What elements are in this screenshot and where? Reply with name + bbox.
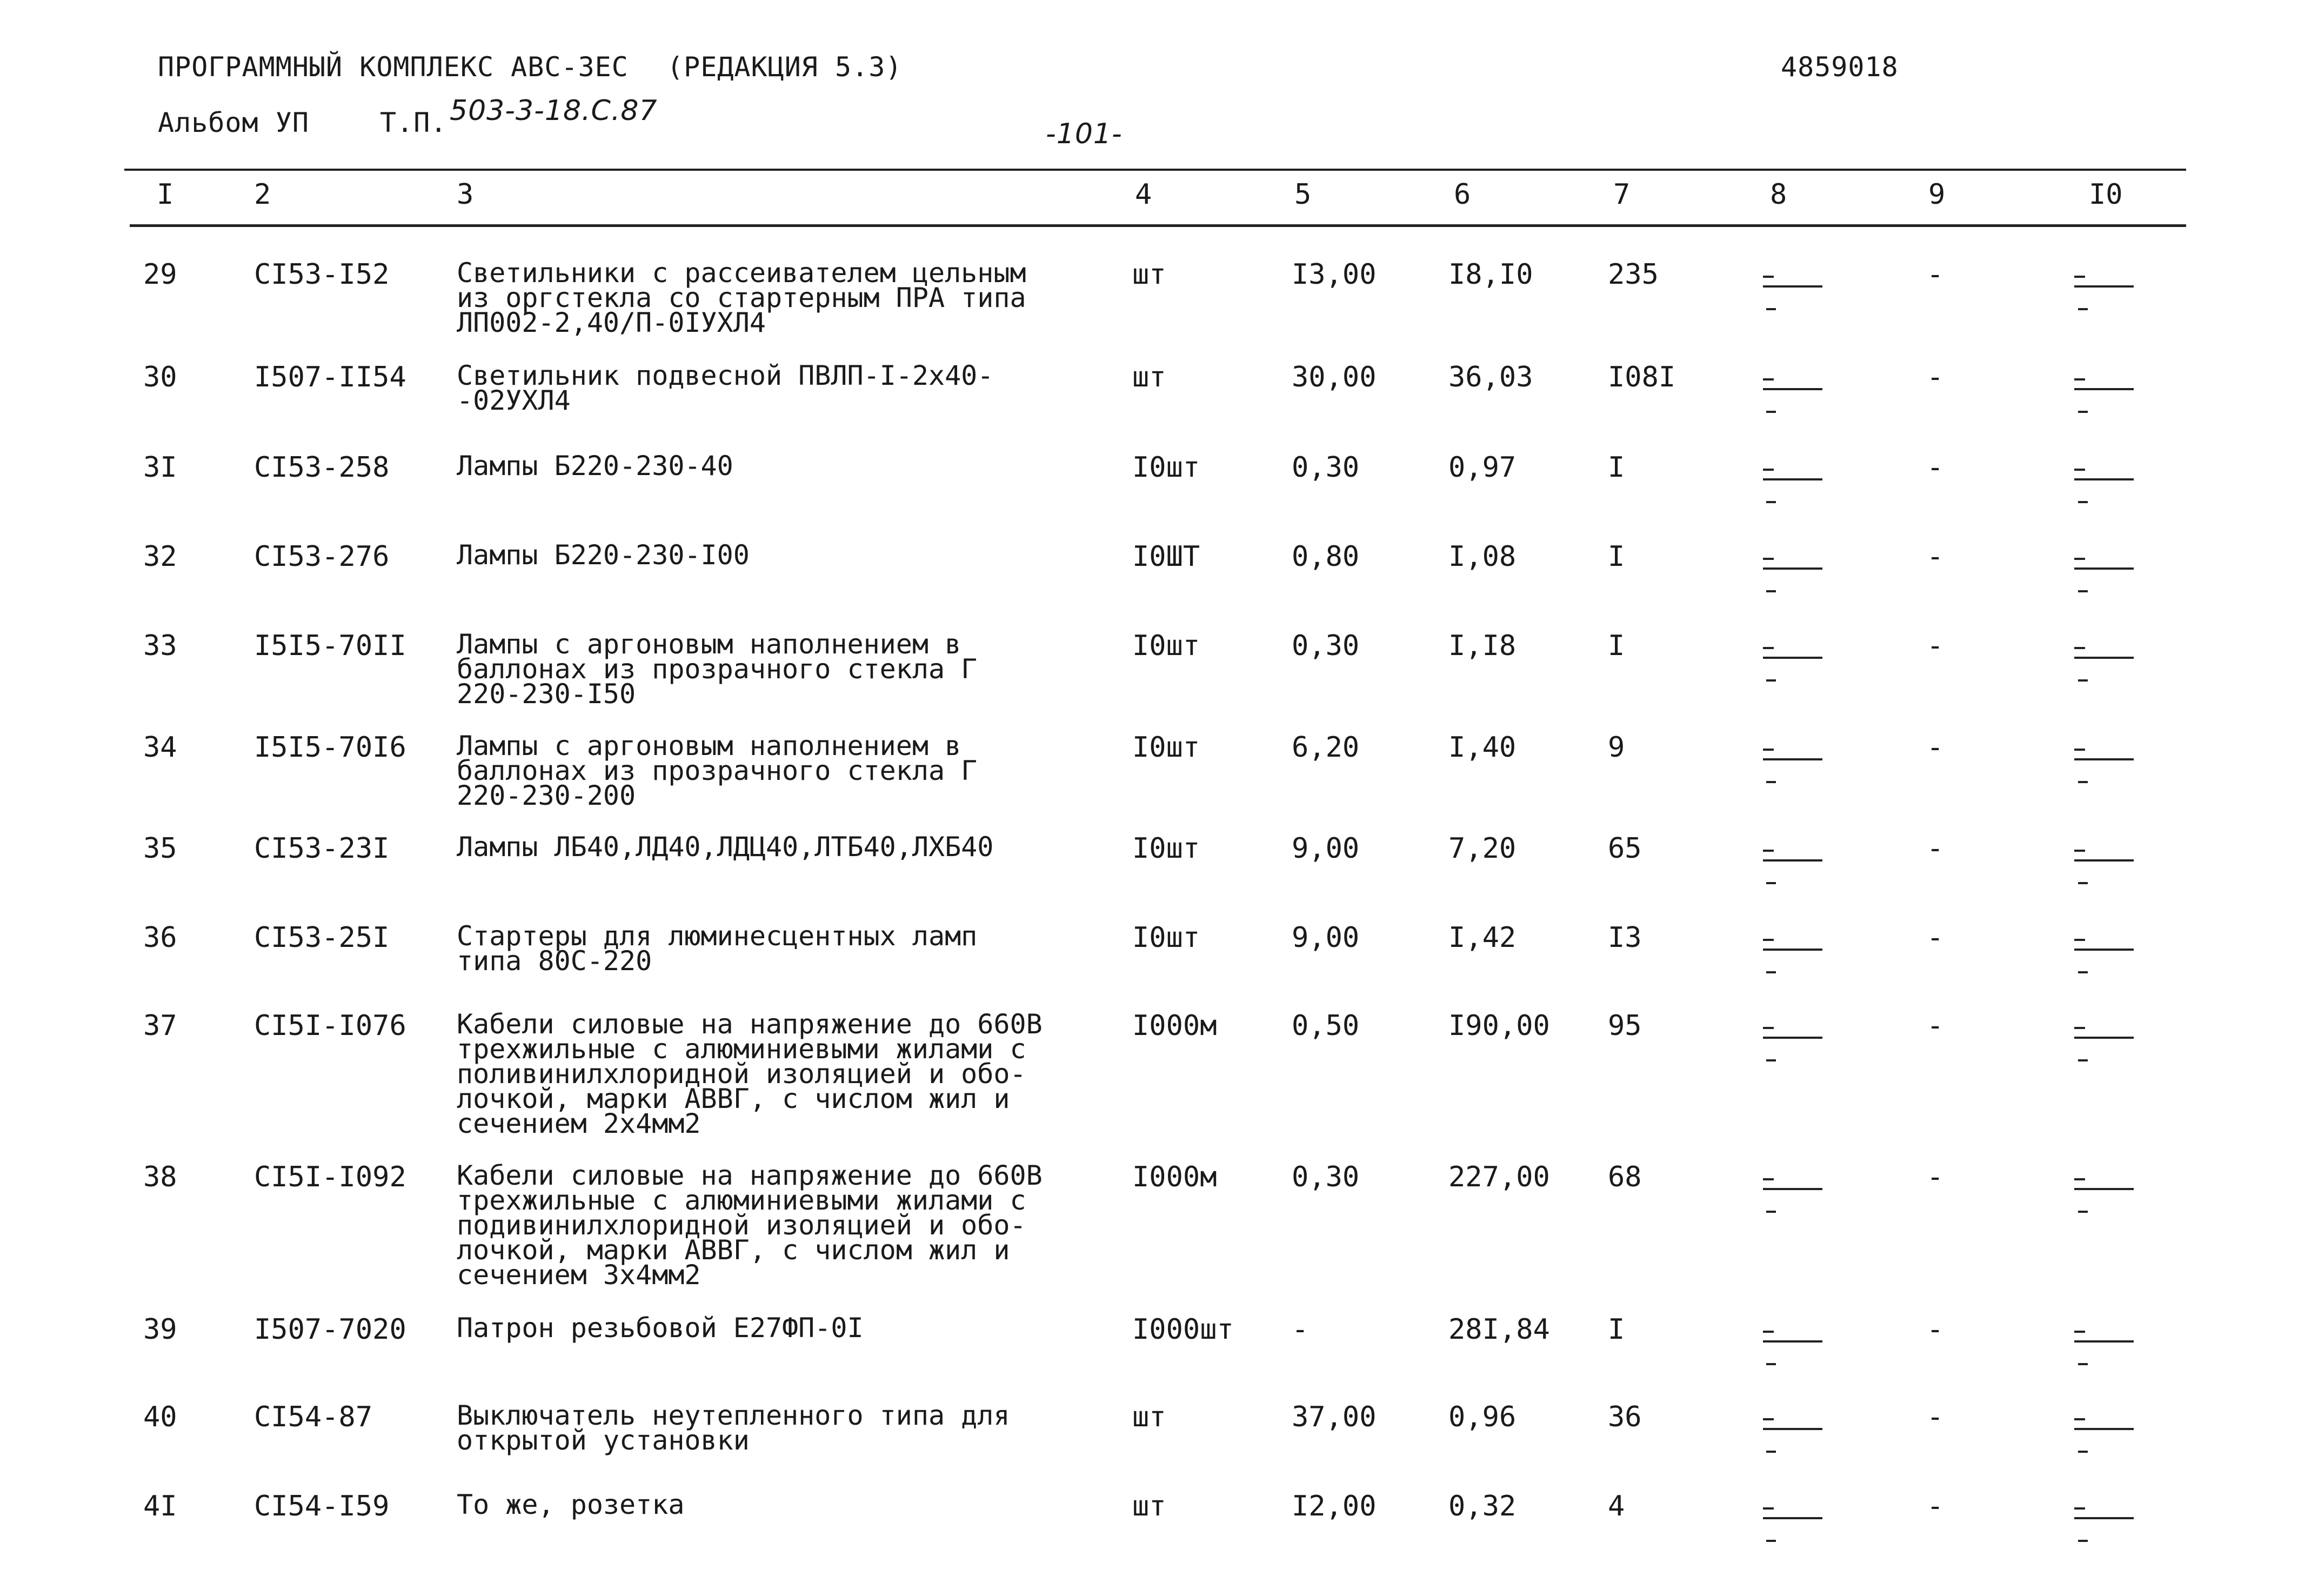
- col10-dash-long: [2074, 478, 2134, 480]
- col8-dash-long: [1763, 859, 1822, 862]
- quantity: -: [1292, 1313, 1309, 1346]
- item-description: Лампы с аргоновым наполнением в баллонах из прозрачного стекла Г 220-230-I50: [457, 629, 978, 710]
- row-number: 36: [143, 921, 177, 954]
- col10-dash-short: [2074, 1331, 2085, 1333]
- col8-dash-short: [1763, 469, 1774, 471]
- col10-dash-lower: [2078, 679, 2088, 682]
- item-description: Светильник подвесной ПВЛП-I-2х40- -02УХЛ4: [457, 360, 994, 416]
- col10-dash-lower: [2078, 1211, 2088, 1213]
- col9-value: -: [1927, 361, 1944, 393]
- col10-dash-lower: [2078, 501, 2088, 503]
- col10-dash-lower: [2078, 1540, 2088, 1542]
- col8-dash-long: [1763, 949, 1822, 951]
- col8-dash-short: [1763, 1418, 1774, 1420]
- unit: шт: [1132, 1401, 1166, 1433]
- item-code: CI53-23I: [254, 832, 390, 865]
- item-description: Светильники с рассеивателем цельным из оргстекла со стартерным ПРА типа ЛП002-2,40/П-0IУХЛ4: [457, 257, 1026, 338]
- item-code: CI53-25I: [254, 921, 390, 954]
- item-description: Лампы ЛБ40,ЛД40,ЛДЦ40,ЛТБ40,ЛХБ40: [457, 831, 994, 863]
- row-number: 35: [143, 832, 177, 865]
- row-number: 38: [143, 1161, 177, 1193]
- col10-dash-long: [2074, 859, 2134, 862]
- row-number: 37: [143, 1010, 177, 1042]
- unit-price: 0,97: [1448, 451, 1517, 484]
- item-description: Стартеры для люминесцентных ламп типа 80С-220: [457, 920, 978, 977]
- item-code: CI53-258: [254, 451, 390, 484]
- col8-dash-short: [1763, 850, 1774, 852]
- doc-number: 4859018: [1781, 51, 1899, 83]
- col8-dash-lower: [1766, 590, 1776, 592]
- col8-dash-long: [1763, 1037, 1822, 1039]
- program-title: [158, 51, 902, 83]
- col8-dash-short: [1763, 558, 1774, 560]
- header-rule: [130, 224, 2186, 227]
- col9-value: -: [1927, 1490, 1944, 1522]
- unit: I0шт: [1132, 832, 1200, 865]
- unit-price: I,40: [1448, 731, 1517, 764]
- unit: I000м: [1132, 1161, 1217, 1193]
- col8-dash-lower: [1766, 679, 1776, 682]
- item-code: I5I5-70II: [254, 630, 406, 662]
- col8-dash-short: [1763, 939, 1774, 941]
- column-header-3: 3: [457, 178, 474, 211]
- col10-dash-short: [2074, 378, 2085, 380]
- unit: I0шт: [1132, 921, 1200, 954]
- col10-dash-short: [2074, 850, 2085, 852]
- col9-value: -: [1927, 921, 1944, 954]
- quantity: 0,80: [1292, 540, 1360, 573]
- unit-price: I90,00: [1448, 1010, 1550, 1042]
- col8-dash-long: [1763, 1340, 1822, 1343]
- unit-price: 227,00: [1448, 1161, 1550, 1193]
- col8-dash-short: [1763, 1178, 1774, 1180]
- col8-dash-long: [1763, 657, 1822, 659]
- col10-dash-lower: [2078, 882, 2088, 884]
- row-number: 40: [143, 1401, 177, 1433]
- col8-dash-lower: [1766, 1363, 1776, 1365]
- col8-dash-short: [1763, 647, 1774, 649]
- unit: I0шт: [1132, 731, 1200, 764]
- col8-dash-long: [1763, 1517, 1822, 1519]
- total: I3: [1608, 921, 1642, 954]
- col8-dash-lower: [1766, 1211, 1776, 1213]
- col9-value: -: [1927, 1313, 1944, 1346]
- unit: шт: [1132, 361, 1166, 393]
- item-code: CI54-I59: [254, 1490, 390, 1522]
- col10-dash-lower: [2078, 411, 2088, 413]
- total: I: [1608, 1313, 1625, 1346]
- col9-value: -: [1927, 451, 1944, 484]
- col8-dash-long: [1763, 758, 1822, 760]
- tp-number: 503-3-18.С.87: [450, 95, 658, 127]
- col10-dash-lower: [2078, 308, 2088, 310]
- row-number: 29: [143, 258, 177, 291]
- total: I: [1608, 630, 1625, 662]
- col10-dash-long: [2074, 657, 2134, 659]
- quantity: I3,00: [1292, 258, 1377, 291]
- col8-dash-long: [1763, 1188, 1822, 1190]
- unit-price: 7,20: [1448, 832, 1517, 865]
- col8-dash-short: [1763, 1331, 1774, 1333]
- col10-dash-short: [2074, 1418, 2085, 1420]
- total: 235: [1608, 258, 1659, 291]
- col8-dash-short: [1763, 378, 1774, 380]
- total: I: [1608, 540, 1625, 573]
- quantity: 37,00: [1292, 1401, 1377, 1433]
- unit-price: 28I,84: [1448, 1313, 1550, 1346]
- col10-dash-short: [2074, 558, 2085, 560]
- quantity: 30,00: [1292, 361, 1377, 393]
- quantity: 0,30: [1292, 451, 1360, 484]
- col9-value: -: [1927, 1010, 1944, 1042]
- col8-dash-lower: [1766, 501, 1776, 503]
- quantity: 0,30: [1292, 1161, 1360, 1193]
- col10-dash-long: [2074, 567, 2134, 570]
- unit: шт: [1132, 258, 1166, 291]
- col10-dash-short: [2074, 1178, 2085, 1180]
- row-number: 30: [143, 361, 177, 393]
- item-code: I5I5-70I6: [254, 731, 406, 764]
- col8-dash-lower: [1766, 308, 1776, 310]
- quantity: 9,00: [1292, 921, 1360, 954]
- column-header-1: I: [157, 178, 174, 211]
- unit: I0ШТ: [1132, 540, 1200, 573]
- unit-price: I,42: [1448, 921, 1517, 954]
- column-header-5: 5: [1294, 178, 1312, 211]
- unit-price: 0,32: [1448, 1490, 1517, 1522]
- col8-dash-short: [1763, 1507, 1774, 1510]
- page-number: -101-: [1046, 118, 1123, 150]
- unit-price: I8,I0: [1448, 258, 1533, 291]
- total: 95: [1608, 1010, 1642, 1042]
- row-number: 33: [143, 630, 177, 662]
- top-rule: [124, 169, 2186, 171]
- item-description: Лампы с аргоновым наполнением в баллонах из прозрачного стекла Г 220-230-200: [457, 730, 978, 811]
- col8-dash-long: [1763, 1428, 1822, 1430]
- unit: I0шт: [1132, 630, 1200, 662]
- col10-dash-long: [2074, 1428, 2134, 1430]
- col8-dash-long: [1763, 478, 1822, 480]
- unit: I0шт: [1132, 451, 1200, 484]
- col10-dash-long: [2074, 1037, 2134, 1039]
- item-code: CI5I-I092: [254, 1161, 406, 1193]
- item-code: CI54-87: [254, 1401, 373, 1433]
- col8-dash-long: [1763, 567, 1822, 570]
- col10-dash-long: [2074, 1340, 2134, 1343]
- col10-dash-short: [2074, 469, 2085, 471]
- row-number: 34: [143, 731, 177, 764]
- col8-dash-lower: [1766, 781, 1776, 783]
- item-description: Лампы Б220-230-40: [457, 450, 733, 482]
- column-header-6: 6: [1454, 178, 1471, 211]
- quantity: I2,00: [1292, 1490, 1377, 1522]
- col8-dash-long: [1763, 388, 1822, 390]
- unit-price: I,08: [1448, 540, 1517, 573]
- total: I08I: [1608, 361, 1676, 393]
- quantity: 9,00: [1292, 832, 1360, 865]
- col8-dash-long: [1763, 285, 1822, 288]
- col10-dash-lower: [2078, 590, 2088, 592]
- col9-value: -: [1927, 258, 1944, 291]
- total: 68: [1608, 1161, 1642, 1193]
- col10-dash-short: [2074, 1507, 2085, 1510]
- column-header-8: 8: [1770, 178, 1787, 211]
- col10-dash-long: [2074, 285, 2134, 288]
- col10-dash-short: [2074, 939, 2085, 941]
- col8-dash-short: [1763, 749, 1774, 751]
- row-number: 3I: [143, 451, 177, 484]
- col10-dash-lower: [2078, 781, 2088, 783]
- item-code: CI5I-I076: [254, 1010, 406, 1042]
- col9-value: -: [1927, 630, 1944, 662]
- item-code: CI53-276: [254, 540, 390, 573]
- col10-dash-short: [2074, 276, 2085, 278]
- col9-value: -: [1927, 540, 1944, 573]
- col10-dash-long: [2074, 1517, 2134, 1519]
- row-number: 32: [143, 540, 177, 573]
- col10-dash-long: [2074, 758, 2134, 760]
- item-description: То же, розетка: [457, 1489, 685, 1520]
- col9-value: -: [1927, 832, 1944, 865]
- col8-dash-lower: [1766, 1540, 1776, 1542]
- total: 36: [1608, 1401, 1642, 1433]
- column-header-9: 9: [1928, 178, 1946, 211]
- col9-value: -: [1927, 731, 1944, 764]
- col10-dash-short: [2074, 647, 2085, 649]
- quantity: 0,30: [1292, 630, 1360, 662]
- col10-dash-long: [2074, 1188, 2134, 1190]
- col10-dash-long: [2074, 388, 2134, 390]
- item-description: Кабели силовые на напряжение до 660В трехжильные с алюминиевыми жилами с подивинилхлоридной изоляцией и обо- лочкой, марки АВВГ, с числом жил и сечением 3х4мм2: [457, 1160, 1043, 1291]
- unit-price: 36,03: [1448, 361, 1533, 393]
- col8-dash-lower: [1766, 1451, 1776, 1453]
- col8-dash-lower: [1766, 882, 1776, 884]
- col10-dash-lower: [2078, 1363, 2088, 1365]
- item-code: I507-II54: [254, 361, 406, 393]
- col10-dash-short: [2074, 1027, 2085, 1029]
- quantity: 6,20: [1292, 731, 1360, 764]
- unit: I000шт: [1132, 1313, 1234, 1346]
- unit-price: 0,96: [1448, 1401, 1517, 1433]
- row-number: 4I: [143, 1490, 177, 1522]
- column-header-7: 7: [1613, 178, 1631, 211]
- edition: (РЕДАКЦИЯ 5.3): [666, 51, 903, 83]
- column-header-2: 2: [254, 178, 271, 211]
- album-label: Альбом УП: [158, 107, 309, 138]
- item-description: Кабели силовые на напряжение до 660В трехжильные с алюминиевыми жилами с поливинилхлоридной изоляцией и обо- лочкой, марки АВВГ, с числом жил и сечением 2х4мм2: [457, 1009, 1043, 1139]
- col9-value: -: [1927, 1401, 1944, 1433]
- col8-dash-short: [1763, 276, 1774, 278]
- total: 65: [1608, 832, 1642, 865]
- quantity: 0,50: [1292, 1010, 1360, 1042]
- col10-dash-lower: [2078, 1059, 2088, 1061]
- total: 4: [1608, 1490, 1625, 1522]
- col8-dash-lower: [1766, 971, 1776, 973]
- unit-price: I,I8: [1448, 630, 1517, 662]
- col10-dash-short: [2074, 749, 2085, 751]
- row-number: 39: [143, 1313, 177, 1346]
- col8-dash-lower: [1766, 411, 1776, 413]
- program-name: ПРОГРАММНЫЙ КОМПЛЕКС АВС-ЗЕС: [158, 51, 629, 83]
- col10-dash-long: [2074, 949, 2134, 951]
- item-code: I507-7020: [254, 1313, 406, 1346]
- unit: I000м: [1132, 1010, 1217, 1042]
- unit: шт: [1132, 1490, 1166, 1522]
- col10-dash-lower: [2078, 1451, 2088, 1453]
- column-header-10: I0: [2089, 178, 2123, 211]
- col8-dash-short: [1763, 1027, 1774, 1029]
- item-code: CI53-I52: [254, 258, 390, 291]
- col8-dash-lower: [1766, 1059, 1776, 1061]
- total: 9: [1608, 731, 1625, 764]
- col10-dash-lower: [2078, 971, 2088, 973]
- total: I: [1608, 451, 1625, 484]
- item-description: Лампы Б220-230-I00: [457, 539, 750, 571]
- item-description: Выключатель неутепленного типа для открытой установки: [457, 1400, 1010, 1456]
- tp-label: Т.П.: [380, 107, 447, 138]
- col9-value: -: [1927, 1161, 1944, 1193]
- column-header-4: 4: [1135, 178, 1152, 211]
- item-description: Патрон резьбовой Е27ФП-0I: [457, 1312, 864, 1344]
